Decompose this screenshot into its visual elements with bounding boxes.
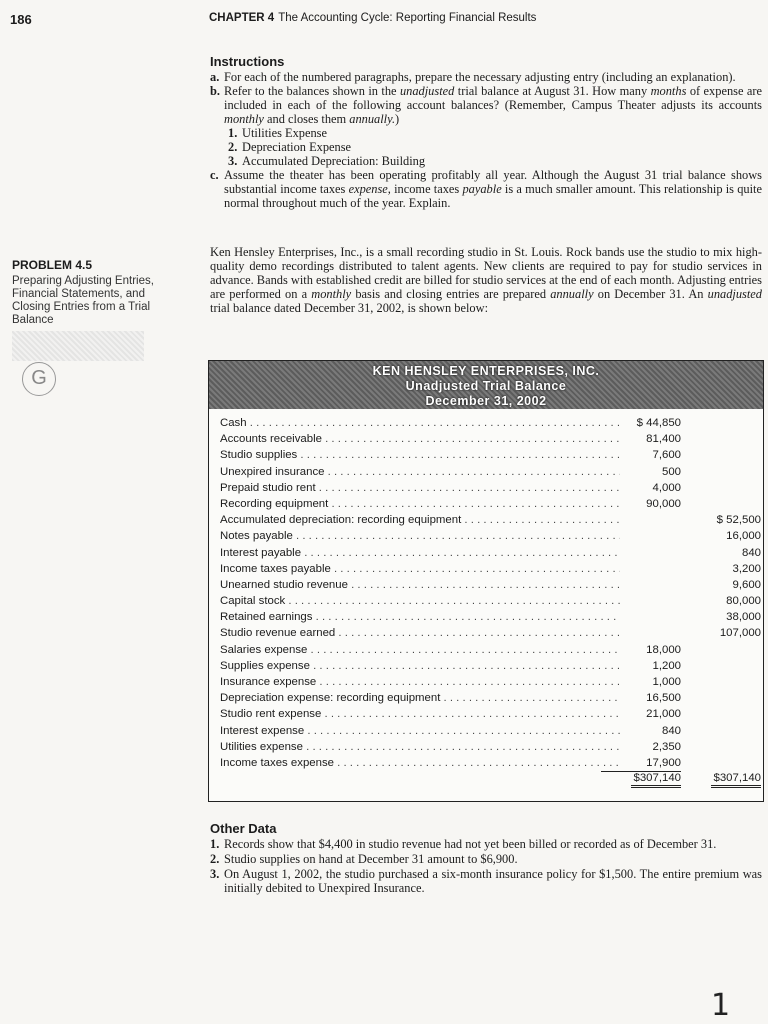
instructions-heading: Instructions [210, 54, 285, 69]
table-row [209, 658, 763, 674]
credit-amount: 3,200 [732, 562, 761, 575]
totals-row [209, 771, 763, 787]
table-row [209, 415, 763, 431]
instruction-b-subitem: 3. Accumulated Depreciation: Building [228, 154, 426, 168]
debit-amount: 81,400 [646, 433, 681, 446]
credit-amount: 107,000 [719, 627, 761, 640]
instructions-section [210, 55, 762, 210]
debit-amount: 2,350 [652, 740, 681, 753]
credit-amount: 16,000 [726, 530, 761, 543]
other-data-item: 3. On August 1, 2002, the studio purchased a six-month insurance policy for $1,500. The entire premium was initially debited to Unexpired Insurance. [210, 867, 762, 895]
chapter-label: CHAPTER 4 [209, 12, 275, 24]
other-data-item: 1. Records show that $4,400 in studio revenue had not yet been billed or recorded as of December 31. [210, 837, 717, 851]
table-row [209, 512, 763, 528]
credit-amount: 38,000 [726, 611, 761, 624]
debit-amount: 840 [661, 724, 681, 737]
account-name: Prepaid studio rent . . . [220, 480, 620, 496]
other-data-heading: Other Data [210, 821, 277, 836]
company-name: KEN HENSLEY ENTERPRISES, INC. [372, 364, 600, 378]
account-name: Interest payable . . . [220, 545, 620, 561]
table-row [209, 464, 763, 480]
handwritten-page-mark: 1 [711, 988, 731, 1023]
table-row [209, 545, 763, 561]
table-row [209, 561, 763, 577]
account-name: Depreciation expense: recording equipment . . . [220, 690, 620, 706]
table-row [209, 480, 763, 496]
statement-title: Unadjusted Trial Balance [405, 379, 567, 393]
table-row [209, 706, 763, 722]
statement-date: December 31, 2002 [425, 394, 547, 408]
debit-amount: 4,000 [652, 481, 681, 494]
debit-amount: 17,900 [601, 755, 681, 772]
table-row [209, 447, 763, 463]
debit-amount: 500 [661, 465, 681, 478]
account-name: Studio revenue earned . . . [220, 625, 620, 641]
account-name: Studio rent expense . . . [220, 706, 620, 722]
debit-amount: 90,000 [646, 497, 681, 510]
table-row [209, 431, 763, 447]
table-row [209, 577, 763, 593]
table-row [209, 690, 763, 706]
account-name: Accounts receivable . . . [220, 431, 620, 447]
table-row [209, 528, 763, 544]
account-name: Recording equipment . . . [220, 496, 620, 512]
instruction-b: b. Refer to the balances shown in the unadjusted trial balance at August 31. How many months of expense are included in each of the following account balances? (Remember, Campus Theater adjusts its accounts monthly and closes them annually.) [210, 84, 762, 126]
account-name: Income taxes expense . . . [220, 755, 620, 771]
trial-balance-rows [209, 415, 763, 787]
table-row [209, 755, 763, 771]
table-row [209, 625, 763, 641]
table-row [209, 593, 763, 609]
account-name: Interest expense . . . [220, 723, 620, 739]
problem-intro: Ken Hensley Enterprises, Inc., is a small recording studio in St. Louis. Rock bands use the studio to mix high-quality demo recordings distributed to talent agents. New clients are required to pay for studio services in advance. Bands with established credit are billed for studio services at the end of each month. Adjusting entries are performed on a monthly basis and closing entries are prepared annually on December 31. An unadjusted trial balance dated December 31, 2002, is shown below: [210, 245, 763, 315]
account-name: Notes payable . . . [220, 528, 620, 544]
account-name: Unexpired insurance . . . [220, 464, 620, 480]
credit-amount: 80,000 [726, 595, 761, 608]
account-name: Insurance expense . . . [220, 674, 620, 690]
group-g-icon: G [22, 362, 56, 396]
other-data-item: 2. Studio supplies on hand at December 31 amount to $6,900. [210, 852, 518, 866]
debit-amount: 7,600 [652, 449, 681, 462]
problem-sidebar [12, 258, 182, 361]
screened-strip-decoration [12, 331, 144, 361]
account-name: Salaries expense . . . [220, 642, 620, 658]
problem-subtitle: Preparing Adjusting Entries, Financial Statements, and Closing Entries from a Trial Balance [12, 275, 154, 326]
other-data-section [210, 822, 762, 896]
table-row [209, 674, 763, 690]
instruction-c: c. Assume the theater has been operating profitably all year. Although the August 31 trial balance shows substantial income taxes expense, income taxes payable is a much smaller amount. This relationship is quite normal throughout much of the year. Explain. [210, 168, 762, 210]
instruction-b-subitem: 1. Utilities Expense [228, 126, 327, 140]
debit-amount: 21,000 [646, 708, 681, 721]
account-name: Income taxes payable . . . [220, 561, 620, 577]
table-row [209, 496, 763, 512]
trial-balance-table [208, 360, 764, 802]
table-row [209, 609, 763, 625]
account-name: Capital stock . . . [220, 593, 620, 609]
table-row [209, 723, 763, 739]
debit-amount: 16,500 [646, 692, 681, 705]
chapter-title: The Accounting Cycle: Reporting Financial Results [278, 12, 537, 24]
page-number: 186 [10, 12, 32, 27]
instruction-a: a. For each of the numbered paragraphs, prepare the necessary adjusting entry (including an explanation). [210, 70, 736, 84]
debit-amount: $ 44,850 [636, 417, 681, 429]
account-name: Supplies expense . . . [220, 658, 620, 674]
total-debits: $307,140 [631, 771, 681, 788]
total-credits: $307,140 [711, 771, 761, 788]
instruction-b-subitem: 2. Depreciation Expense [228, 140, 352, 154]
account-name: Accumulated depreciation: recording equipment . . . [220, 512, 620, 528]
table-row [209, 642, 763, 658]
account-name: Studio supplies . . . [220, 447, 620, 463]
running-header [209, 12, 536, 24]
account-name: Retained earnings . . . [220, 609, 620, 625]
table-row [209, 739, 763, 755]
debit-amount: 18,000 [646, 643, 681, 656]
account-name: Utilities expense . . . [220, 739, 620, 755]
credit-amount: $ 52,500 [716, 514, 761, 527]
account-name: Cash . . . [220, 415, 620, 431]
debit-amount: 1,200 [652, 659, 681, 672]
credit-amount: 840 [741, 546, 761, 559]
account-name: Unearned studio revenue . . . [220, 577, 620, 593]
trial-balance-header [209, 361, 763, 409]
credit-amount: 9,600 [732, 578, 761, 591]
problem-title: PROBLEM 4.5 [12, 258, 93, 272]
debit-amount: 1,000 [652, 676, 681, 688]
